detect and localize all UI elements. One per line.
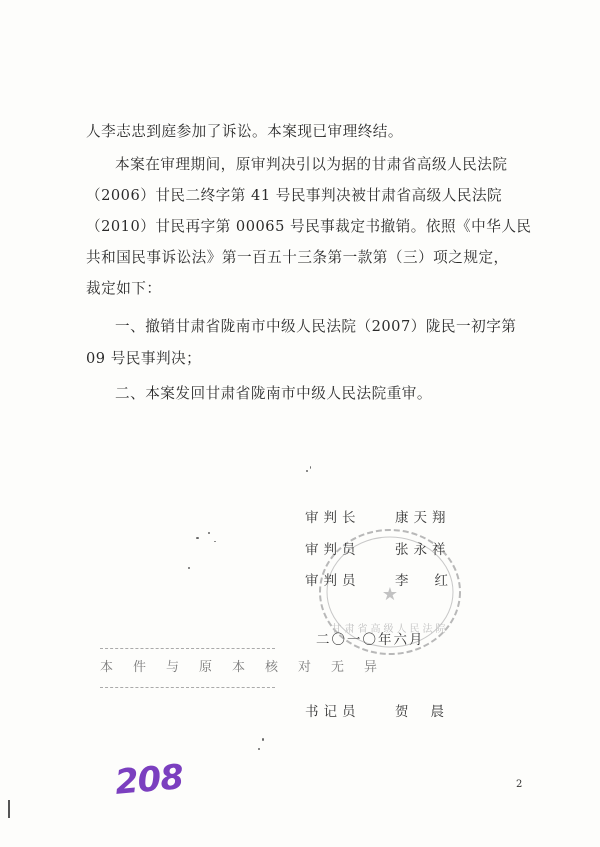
page-number: 2 [516,779,523,790]
signature-chief-judge [305,506,451,526]
scan-speck [196,537,199,539]
verification-stamp-text: 本件与原本核对无异 [100,660,398,675]
scan-speck [310,466,311,469]
handwritten-number: 208 [113,757,185,803]
clerk-role: 书记员 [305,704,361,720]
chief-judge-name: 康天翔 [395,510,451,526]
paragraph-2-line-2: （2006）甘民二终字第 41 号民事判决被甘肃省高级人民法院 [86,187,503,204]
signature-judge-1 [305,538,451,558]
judge-1-role: 审判员 [305,542,361,558]
paragraph-2-line-5: 裁定如下： [86,280,162,297]
scan-speck [188,567,190,569]
seal-star-icon: ★ [381,584,399,605]
judge-2-name: 李红 [395,573,474,589]
signature-clerk [305,700,466,720]
scan-speck [258,748,260,750]
scan-edge-mark [8,800,10,818]
clerk-name: 贺晨 [395,704,466,720]
paragraph-2-line-1: 本案在审理期间，原审判决引以为据的甘肃省高级人民法院 [115,156,508,173]
ruling-date: 二〇一〇年六月 [316,632,425,648]
paragraph-1-line-1: 人李志忠到庭参加了诉讼。本案现已审理终结。 [86,123,403,140]
scan-speck [262,738,264,741]
seal-text: 甘肃省高级人民法院 [331,624,449,635]
judge-1-name: 张永祥 [395,542,451,558]
paragraph-4-line-1: 二、本案发回甘肃省陇南市中级人民法院重审。 [115,385,432,402]
judge-2-role: 审判员 [305,573,361,589]
paragraph-2-line-4: 共和国民事诉讼法》第一百五十三条第一款第（三）项之规定， [86,249,509,266]
paragraph-3-line-1: 一、撤销甘肃省陇南市中级人民法院（2007）陇民一初字第 [115,318,517,335]
paragraph-3-line-2: 09 号民事判决； [86,350,202,367]
signature-judge-2 [305,569,474,589]
scan-speck [208,532,210,534]
verification-stamp [100,648,398,688]
paragraph-2-line-3: （2010）甘民再字第 00065 号民事裁定书撤销。依照《中华人民 [86,218,532,235]
chief-judge-role: 审判长 [305,510,361,526]
scan-speck [306,470,308,472]
scan-speck [214,541,216,542]
